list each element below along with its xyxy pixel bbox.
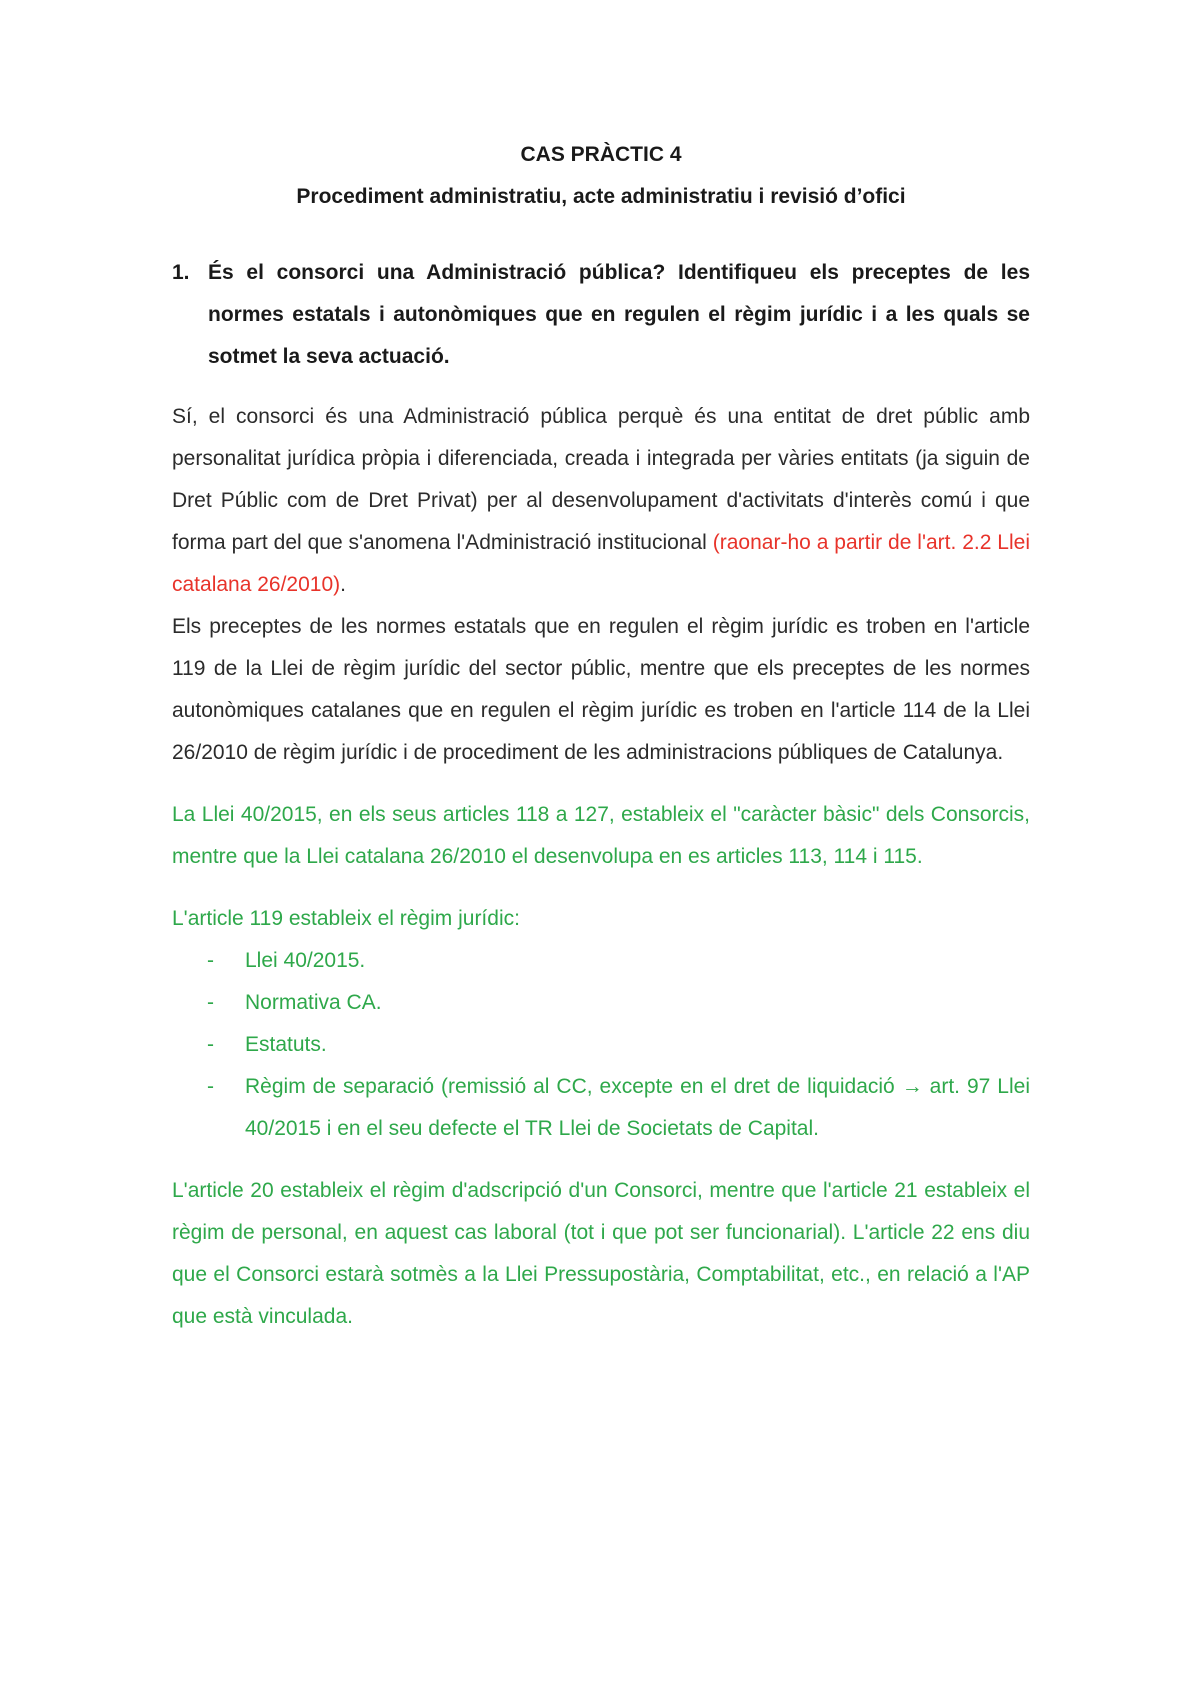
list-item-text-after: art. 97 Llei 40/2015 i en el seu defecte el TR Llei de Societats de Capital. [245,1075,1030,1140]
list-item [172,1066,1030,1150]
list-item [172,982,1030,1024]
list-bullet: - [207,949,214,972]
regime-list [172,940,1030,1150]
comment-paragraph-article-119: L'article 119 estableix el règim jurídic: [172,907,520,930]
list-item-text: Estatuts. [245,1033,327,1056]
document-page [172,140,1030,1338]
answer-paragraph-1-end: . [340,573,346,596]
list-item-text: Normativa CA. [245,991,382,1014]
list-item-text-before: Règim de separació (remissió al CC, excepte en el dret de liquidació [245,1075,902,1098]
list-item [172,940,1030,982]
answer-paragraph-2: Els preceptes de les normes estatals que en regulen el règim jurídic es troben en l'article 119 de la Llei de règim jurídic del sector públic, mentre que els preceptes de les normes autonòmiques catalanes que en regulen el règim jurídic es troben en l'article 114 de la Llei 26/2010 de règim jurídic i de procediment de les administracions públiques de Catalunya. [172,615,1030,764]
comment-paragraph-llei-40-2015: La Llei 40/2015, en els seus articles 118 a 127, estableix el "caràcter bàsic" dels Consorcis, mentre que la Llei catalana 26/2010 el desenvolupa en es articles 113, 114 i 115. [172,803,1030,868]
right-arrow-icon: → [901,1075,923,1098]
answer-paragraph-1 [172,396,1030,606]
question-1 [172,252,1030,378]
comment-paragraph-articles-20-22: L'article 20 estableix el règim d'adscripció d'un Consorci, mentre que l'article 21 estableix el règim de personal, en aquest cas laboral (tot i que pot ser funcionarial). L'article 22 ens diu que el Consorci estarà sotmès a la Llei Pressupostària, Comptabilitat, etc., en relació a l'AP que està vinculada. [172,1179,1030,1328]
question-text: És el consorci una Administració pública? Identifiqueu els preceptes de les normes estatals i autonòmiques que en regulen el règim jurídic i a les quals se sotmet la seva actuació. [208,261,1030,368]
document-title: CAS PRÀCTIC 4 [520,143,682,166]
answer-paragraph-1-text: Sí, el consorci és una Administració pública perquè és una entitat de dret públic amb personalitat jurídica pròpia i diferenciada, creada i integrada per vàries entitats (ja siguin de Dret Públic com de Dret Privat) per al desenvolupament d'activitats d'interès comú i que forma part del que s'anomena l'Administració institucional [172,405,1030,554]
list-item-text: Llei 40/2015. [245,949,366,972]
list-bullet: - [207,1075,214,1098]
list-bullet: - [207,1033,214,1056]
question-number: 1. [172,261,190,284]
list-bullet: - [207,991,214,1014]
teacher-note-red: (raonar-ho a partir de l'art. 2.2 Llei catalana 26/2010) [172,531,1030,596]
list-item [172,1024,1030,1066]
document-subtitle: Procediment administratiu, acte administratiu i revisió d’ofici [296,185,906,208]
